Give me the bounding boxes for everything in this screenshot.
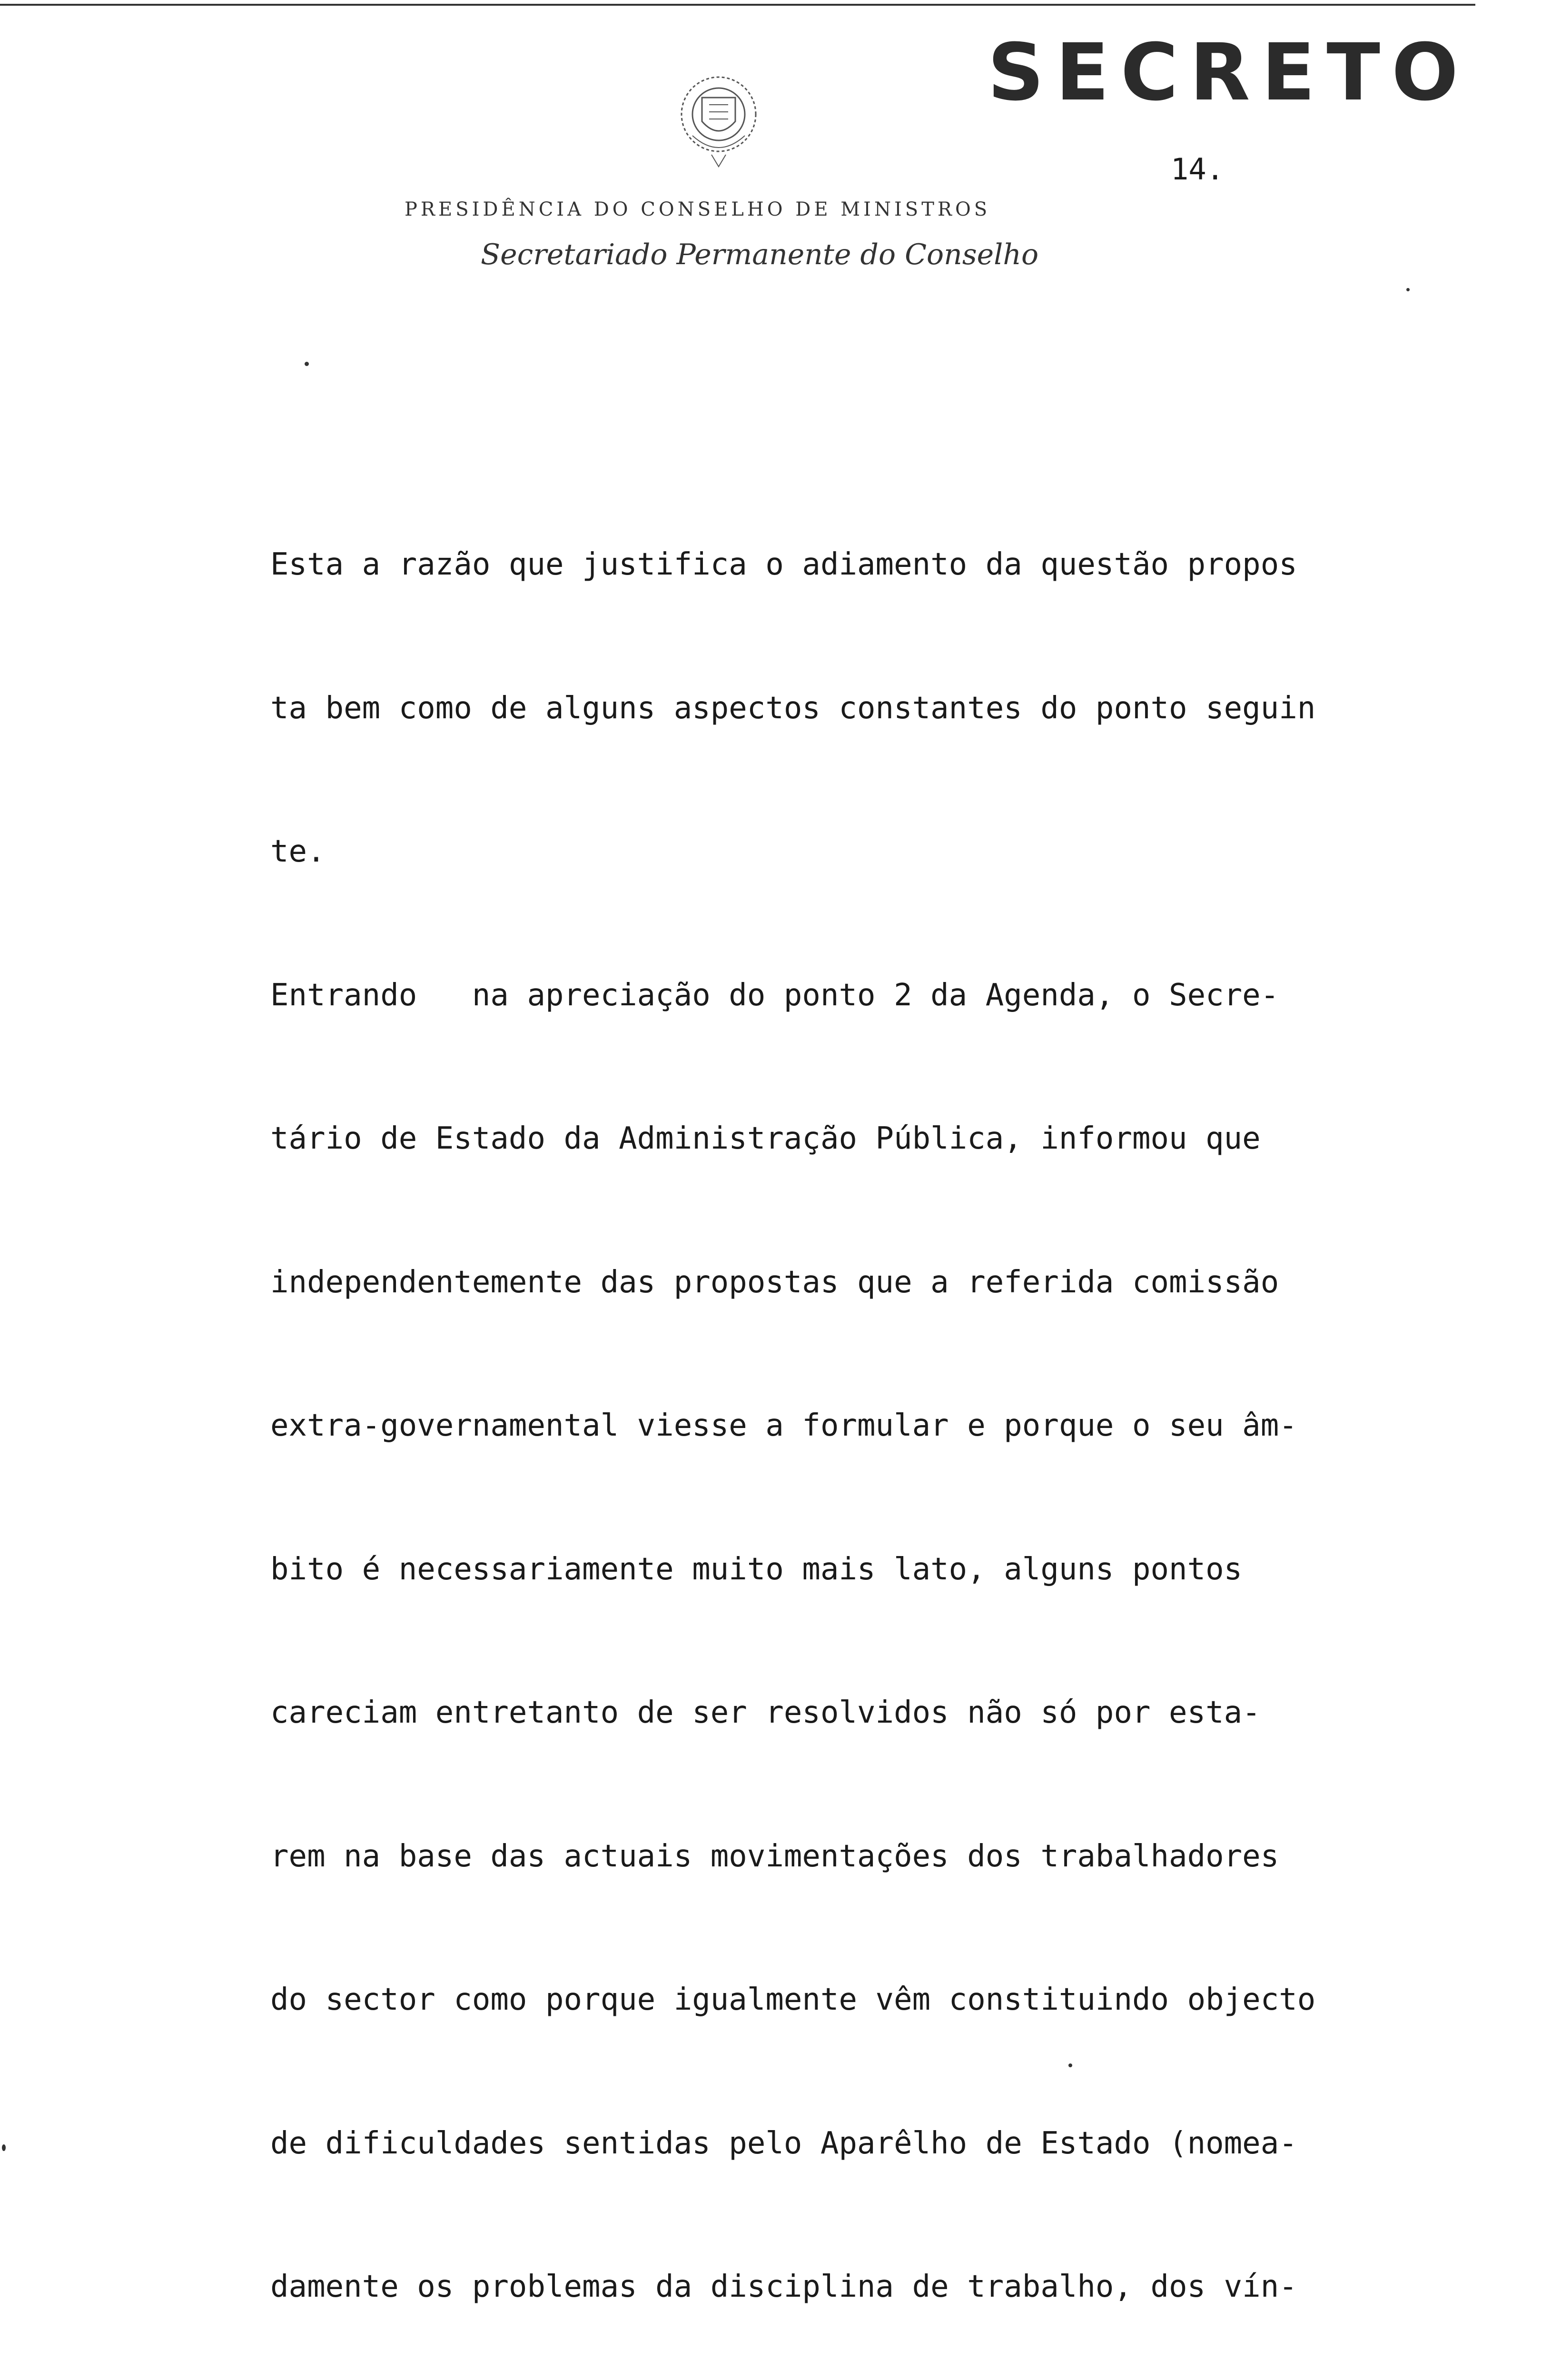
- stray-mark: [2, 2144, 6, 2151]
- document-body: [270, 445, 1384, 2380]
- body-line: Entrando na apreciação do ponto 2 da Agenda, o Secre-: [270, 977, 1279, 1013]
- body-line: de dificuldades sentidas pelo Aparêlho de Estado (nomea-: [270, 2125, 1297, 2161]
- body-line: damente os problemas da disciplina de trabalho, dos vín-: [270, 2269, 1297, 2304]
- body-line: extra-governamental viesse a formular e porque o seu âm-: [270, 1408, 1297, 1443]
- body-line: ta bem como de alguns aspectos constantes do ponto seguin: [270, 690, 1316, 726]
- coat-of-arms-icon: [664, 64, 773, 174]
- body-line: independentemente das propostas que a referida comissão: [270, 1264, 1279, 1300]
- body-line: te.: [270, 834, 326, 869]
- body-line: tário de Estado da Administração Pública, informou que: [270, 1121, 1261, 1156]
- secret-stamp: SECRETO: [988, 27, 1470, 118]
- header-subtitle: Secretariado Permanente do Conselho: [481, 238, 1039, 271]
- top-rule: [0, 4, 1475, 6]
- header-title: PRESIDÊNCIA DO CONSELHO DE MINISTROS: [405, 198, 991, 220]
- stray-mark: [1406, 288, 1410, 291]
- body-line: careciam entretanto de ser resolvidos não só por esta-: [270, 1695, 1261, 1730]
- body-line: bito é necessariamente muito mais lato, alguns pontos: [270, 1551, 1243, 1587]
- body-line: Esta a razão que justifica o adiamento da questão propos: [270, 547, 1297, 582]
- body-line: rem na base das actuais movimentações dos trabalhadores: [270, 1838, 1279, 1874]
- page-number: 14.: [1171, 152, 1224, 187]
- body-line: do sector como porque igualmente vêm constituindo objecto: [270, 1982, 1316, 2017]
- stray-mark: [305, 362, 309, 366]
